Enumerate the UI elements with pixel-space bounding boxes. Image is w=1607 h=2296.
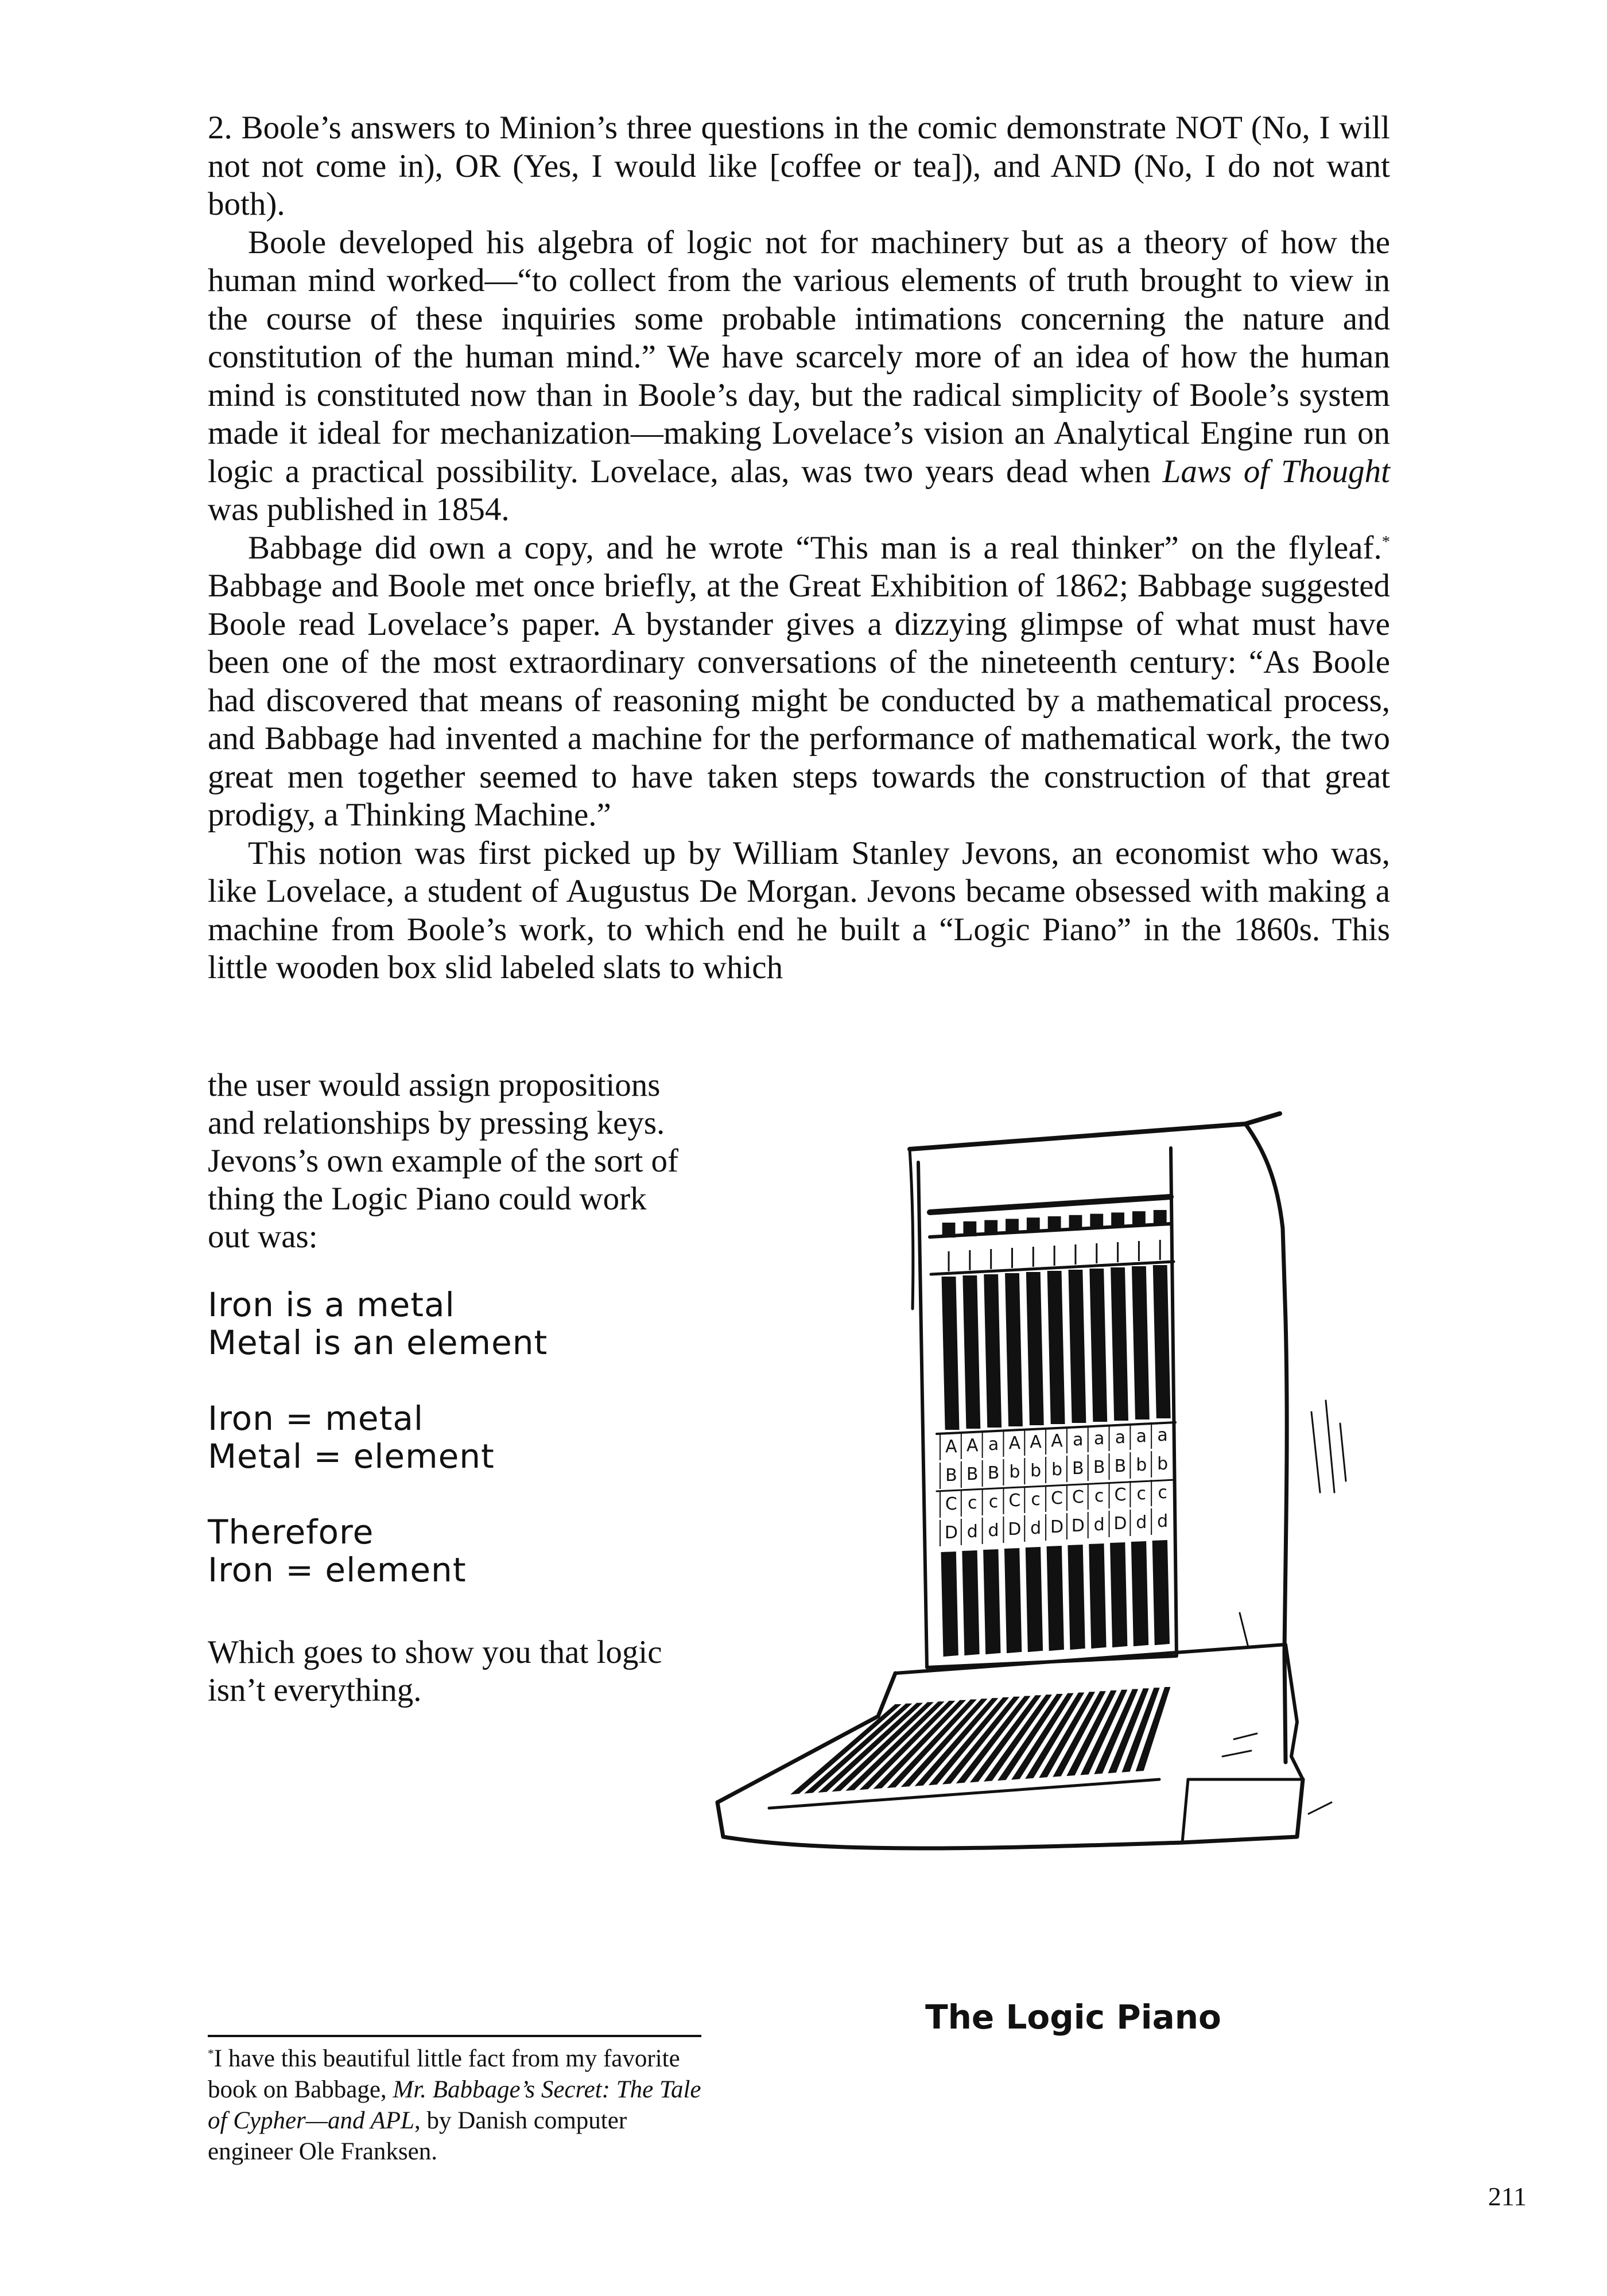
- upper-slat-cap: [942, 1223, 956, 1238]
- upper-slat-cap: [963, 1221, 976, 1236]
- syllogism-line: Metal is an element: [208, 1323, 548, 1362]
- upper-key-slat: [1027, 1273, 1043, 1425]
- key-letter: A: [966, 1436, 979, 1456]
- key-letter: b: [1009, 1462, 1020, 1482]
- key-letter: d: [1093, 1515, 1105, 1535]
- upper-key-slat: [1048, 1271, 1065, 1424]
- upper-key-slat: [1154, 1266, 1170, 1418]
- lower-key-slat: [984, 1550, 1000, 1654]
- lower-key-slats: [942, 1541, 1169, 1656]
- key-letter: d: [966, 1522, 978, 1542]
- key-letter: D: [1008, 1519, 1022, 1539]
- paragraph-babbage-copy: [208, 529, 1390, 835]
- upper-key-slat: [1069, 1270, 1086, 1422]
- key-letter: B: [1093, 1457, 1105, 1477]
- base-corner: [1182, 1779, 1303, 1843]
- upper-slat-cap: [1154, 1210, 1167, 1225]
- upper-key-slats: [942, 1210, 1170, 1429]
- key-letter: b: [1030, 1461, 1042, 1481]
- footnote-body: , by Danish computer engineer Ole Franksen.: [208, 2107, 627, 2165]
- lower-key-slat: [962, 1551, 979, 1655]
- paragraph-boole-answers: 2. Boole’s answers to Minion’s three questions in the comic demonstrate NOT (No, I will not not come in), OR (Yes, I would like [coffee or tea]), and AND (No, I do not want both).: [208, 110, 1390, 222]
- paragraph-jevons-continued: the user would assign propositions and relationships by pressing keys. Jevons’s own example of the sort of thing the Logic Piano could work out was:: [208, 1067, 679, 1255]
- page-number: 211: [1488, 2182, 1527, 2211]
- hatching: [1240, 1613, 1248, 1647]
- upper-key-slat: [984, 1275, 1001, 1427]
- paragraph-text: was published in 1854.: [208, 491, 510, 528]
- key-letter: D: [1071, 1516, 1085, 1536]
- upper-key-slat: [1132, 1267, 1149, 1419]
- key-letter: C: [1008, 1491, 1021, 1511]
- key-letter: b: [1136, 1455, 1147, 1475]
- key-letter: C: [1072, 1487, 1084, 1507]
- cabinet-right-edge: [1245, 1124, 1287, 1762]
- footnote-reference[interactable]: *: [1381, 533, 1390, 551]
- key-letter: c: [967, 1493, 977, 1513]
- key-letter: D: [1113, 1514, 1127, 1534]
- key-letter: d: [1030, 1518, 1042, 1538]
- lower-key-slat: [1068, 1545, 1084, 1649]
- lower-key-slat: [1132, 1542, 1148, 1646]
- upper-slat-cap: [1027, 1217, 1040, 1232]
- upper-key-slat: [1006, 1274, 1022, 1426]
- footnote-mark: *: [208, 2046, 214, 2061]
- key-letter: A: [945, 1437, 957, 1457]
- cabinet-top-edge: [910, 1114, 1280, 1149]
- key-letter: a: [1115, 1428, 1126, 1448]
- syllogism-block: [208, 1286, 678, 1589]
- upper-slat-cap: [1048, 1216, 1061, 1231]
- footnote-book-title: Mr. Babbage’s Secret: The Tale of Cypher—and APL: [208, 2076, 701, 2134]
- lower-key-slat: [1089, 1544, 1105, 1648]
- footnote-rule: [208, 2035, 701, 2037]
- paragraph-text: Boole developed his algebra of logic not for machinery but as a theory of how the human mind worked—“to collect from the various elements of truth brought to view in the course of these inquiries some probable intimations concerning the nature and constitution of the human mind.” We have scarcely more of an idea of how the human mind is constituted now than in Boole’s day, but the radical simplicity of Boole’s system made it ideal for mechanization—making Lovelace’s vision an Analytical Engine run on logic a practical possibility. Lovelace, alas, was two years dead when: [208, 224, 1390, 490]
- key-letter: d: [1136, 1512, 1147, 1533]
- book-title-laws-of-thought: Laws of Thought: [1162, 453, 1390, 490]
- footnote-body: I have this beautiful little fact from my favorite book on Babbage,: [208, 2045, 680, 2103]
- upper-slat-cap: [1111, 1212, 1124, 1227]
- lower-key-slat: [942, 1552, 958, 1656]
- closing-text: Which goes to show you that logic isn’t everything.: [208, 1634, 662, 1708]
- syllogism-line: Iron = element: [208, 1550, 467, 1589]
- key-letter: A: [1008, 1433, 1021, 1453]
- main-text: [208, 109, 1390, 987]
- key-letter: B: [1114, 1456, 1127, 1476]
- front-keyboard-keys: [792, 1688, 1170, 1794]
- key-letter: a: [1093, 1429, 1105, 1449]
- key-letter: B: [1072, 1459, 1084, 1479]
- lower-key-slat: [1047, 1546, 1063, 1650]
- key-letter: B: [945, 1465, 957, 1486]
- key-letter: a: [1073, 1430, 1084, 1450]
- syllogism-line: Iron = metal: [208, 1399, 424, 1438]
- paragraph-jevons: This notion was first picked up by William Stanley Jevons, an economist who was, like Lovelace, a student of Augustus De Morgan. Jevons became obsessed with making a machine from Boole’s work, to which end he built a “Logic Piano” in the 1860s. This little wooden box slid labeled slats to which: [208, 835, 1390, 986]
- hatching: [1234, 1733, 1257, 1739]
- key-letter: D: [944, 1523, 958, 1543]
- hatching: [1309, 1802, 1332, 1814]
- key-letter: a: [988, 1434, 999, 1455]
- syllogism-line: Iron is a metal: [208, 1285, 455, 1324]
- upper-key-slat: [963, 1276, 980, 1428]
- cabinet-left-edge: [910, 1149, 913, 1309]
- key-letter: A: [1030, 1432, 1042, 1452]
- upper-slat-cap: [1090, 1214, 1103, 1229]
- keyboard-front-lip: [769, 1779, 1159, 1808]
- key-letter: A: [1051, 1431, 1063, 1451]
- key-letter: a: [1136, 1426, 1147, 1446]
- wrapped-text: [208, 1066, 678, 1256]
- key-letter-labels: [940, 1422, 1168, 1546]
- key-letter: a: [1157, 1425, 1168, 1445]
- upper-slat-cap: [1069, 1215, 1082, 1230]
- hatching: [1311, 1412, 1320, 1492]
- footnote: [208, 2043, 701, 2167]
- paragraph-text: Babbage did own a copy, and he wrote “This man is a real thinker” on the flyleaf.: [248, 529, 1382, 566]
- logic-piano-illustration: [712, 1079, 1372, 1952]
- key-letter: c: [988, 1492, 999, 1512]
- key-letter: C: [1051, 1488, 1063, 1508]
- key-letter: c: [1094, 1486, 1104, 1506]
- key-letter: c: [1158, 1483, 1167, 1503]
- key-letter: b: [1051, 1460, 1063, 1480]
- key-letter: C: [1114, 1485, 1127, 1505]
- lower-key-slat: [1153, 1541, 1169, 1645]
- paragraph-text: Babbage and Boole met once briefly, at the Great Exhibition of 1862; Babbage suggested Boole read Lovelace’s paper. A bystander gives a dizzying glimpse of what must have been one of the most extraordinary conversations of the nineteenth century: “As Boole had discovered that means of reasoning might be conducted by a mathematical process, and Babbage had invented a machine for the performance of mathematical work, the two great men together seemed to have taken steps towards the construction of that great prodigy, a Thinking Machine.”: [208, 568, 1390, 833]
- key-letter: B: [966, 1464, 979, 1484]
- lower-key-slat: [1005, 1549, 1021, 1653]
- hatching: [1326, 1401, 1334, 1492]
- lower-key-slat: [1111, 1543, 1127, 1647]
- upper-key-slat: [942, 1277, 959, 1429]
- key-letter: d: [1157, 1511, 1169, 1531]
- closing-remark: [208, 1634, 724, 1709]
- hatching: [1222, 1751, 1251, 1756]
- paragraph-boole-algebra: [208, 224, 1390, 529]
- key-letter: C: [945, 1494, 957, 1514]
- key-letter: B: [987, 1463, 1000, 1483]
- upper-slat-cap: [1006, 1219, 1019, 1234]
- figure-caption: The Logic Piano: [925, 1998, 1221, 2037]
- key-letter: D: [1050, 1517, 1064, 1537]
- top-rail: [930, 1197, 1171, 1212]
- upper-key-slat: [1090, 1269, 1107, 1421]
- syllogism-line: Therefore: [208, 1512, 374, 1552]
- upper-slat-cap: [1132, 1211, 1146, 1226]
- key-letter: c: [1031, 1490, 1041, 1510]
- key-letter: b: [1157, 1454, 1169, 1474]
- syllogism-line: Metal = element: [208, 1437, 495, 1476]
- footnote-text: [208, 2043, 701, 2167]
- lower-key-slat: [1026, 1548, 1042, 1651]
- hatching: [1340, 1424, 1346, 1481]
- key-letter: c: [1136, 1484, 1147, 1504]
- upper-key-slat: [1111, 1268, 1128, 1420]
- upper-slat-cap: [984, 1220, 997, 1235]
- key-letter: d: [988, 1521, 999, 1541]
